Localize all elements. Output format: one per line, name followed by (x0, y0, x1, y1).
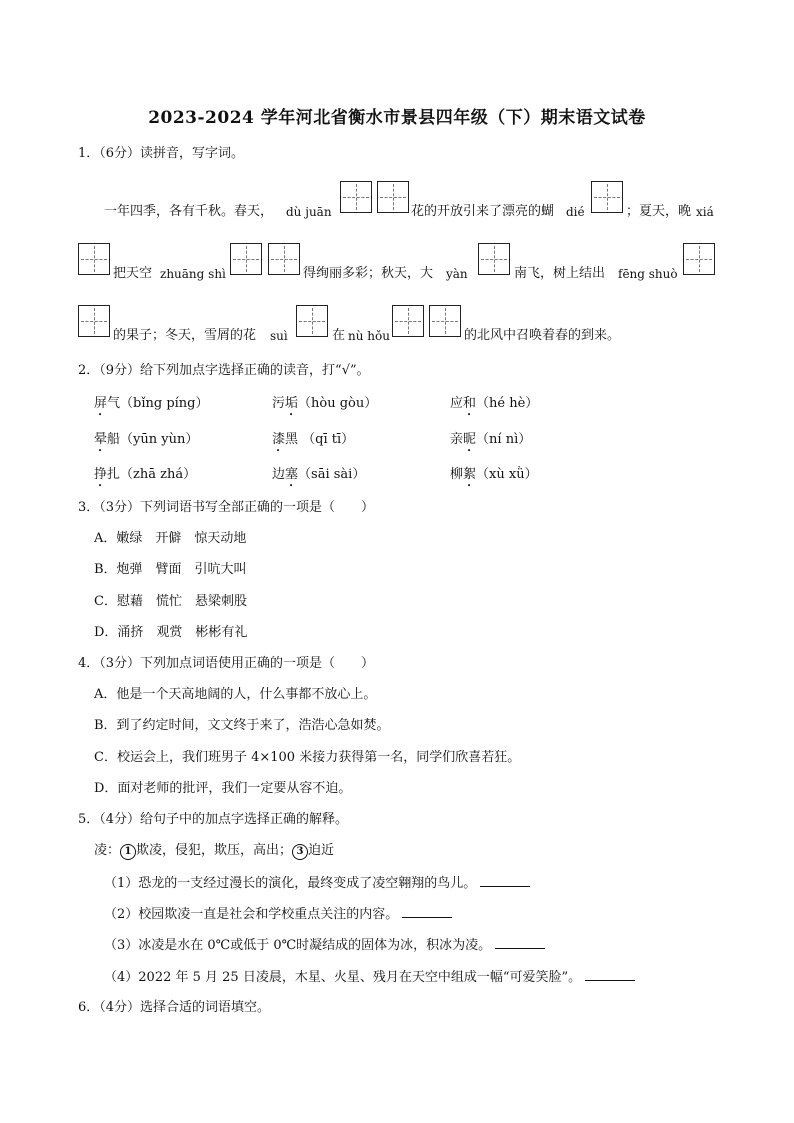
q5-item: （1）恐龙的一支经过漫长的演化，最终变成了凌空翱翔的鸟儿。 (104, 874, 530, 893)
q1-text: 的果子；冬天，雪屑的花 (113, 328, 257, 343)
answer-blank[interactable] (495, 936, 545, 949)
pinyin-sui: suì (270, 329, 288, 343)
q3-option-a: A．嫩绿 开僻 惊天动地 (94, 531, 247, 546)
q1-heading: 1．（6分）读拼音，写字词。 (78, 146, 245, 161)
q1-text: 得绚丽多彩；秋天，大 (303, 266, 434, 281)
q5-heading: 5．（4分）给句子中的加点字选择正确的解释。 (78, 812, 349, 827)
q1-text: 把天空 (113, 266, 153, 281)
writing-grid-box (478, 243, 510, 275)
q4-heading: 4．（3分）下列加点词语使用正确的一项是（ ） (78, 656, 375, 671)
writing-grid-box (392, 305, 424, 337)
q4-option-c: C．校运会上，我们班男子 4×100 米接力获得第一名，同学们欣喜若狂。 (94, 750, 521, 765)
q1-text: 花的开放引来了漂亮的蝴 (411, 204, 555, 219)
writing-grid-box (429, 305, 461, 337)
answer-blank[interactable] (585, 968, 635, 981)
q6-heading: 6．（4分）选择合适的词语填空。 (78, 1000, 271, 1015)
pinyin-nuhou: nù hǒu (348, 329, 390, 343)
q4-option-d: D．面对老师的批评，我们一定要从容不迫。 (94, 781, 352, 796)
q5-item: （3）冰凌是水在 0℃或低于 0℃时凝结成的固体为冰，积冰为凌。 (104, 936, 545, 955)
writing-grid-box (230, 243, 262, 275)
q1-text: 在 (332, 328, 346, 343)
pinyin-die: dié (566, 205, 585, 219)
pinyin-zhuangshi: zhuāng shì (160, 267, 226, 281)
q5-definitions: 凌： 1 欺凌，侵犯，欺压，高出； 3 迫近 (94, 843, 335, 858)
writing-grid-box (683, 243, 715, 275)
pron-item: 边塞（sāi sài） (272, 467, 366, 482)
pinyin-xia: xiá (696, 205, 714, 219)
writing-grid-box (78, 243, 110, 275)
writing-grid-box (296, 305, 328, 337)
q1-text: ；夏天，晚 (626, 204, 692, 219)
q4-option-b: B．到了约定时间，文文终于来了，浩浩心急如焚。 (94, 718, 390, 733)
pron-item: 柳絮（xù xǜ） (450, 467, 538, 482)
q5-item: （4）2022 年 5 月 25 日凌晨，木星、火星、残月在天空中组成一幅“可爱笑脸”。 (104, 968, 635, 987)
pinyin-yan: yàn (446, 267, 468, 281)
answer-blank[interactable] (480, 874, 530, 887)
q3-option-c: C．慰藉 慌忙 悬梁刺股 (94, 594, 247, 609)
pron-item: 漆黑 （qī tī） (272, 432, 355, 447)
q4-option-a: A．他是一个天高地阔的人，什么事都不放心上。 (94, 687, 377, 702)
pron-item: 亲昵（ní nì） (450, 432, 532, 447)
q1-text: 的北风中召唤着春的到来。 (464, 328, 621, 343)
writing-grid-box (268, 243, 300, 275)
pinyin-dujuan: dù juān (286, 205, 332, 219)
circled-number: 3 (292, 844, 308, 860)
q1-text: 南飞，树上结出 (514, 266, 606, 281)
q1-text: 一年四季，各有千秋。春天， (104, 204, 274, 219)
q2-heading: 2．（9分）给下列加点字选择正确的读音，打“√”。 (78, 363, 370, 378)
circled-number: 1 (120, 844, 136, 860)
page-title: 2023-2024 学年河北省衡水市景县四年级（下）期末语文试卷 (148, 108, 646, 128)
writing-grid-box (340, 181, 372, 213)
writing-grid-box (78, 305, 110, 337)
pron-item: 污垢（hòu gòu） (272, 396, 378, 411)
q5-item: （2）校园欺凌一直是社会和学校重点关注的内容。 (104, 905, 452, 924)
writing-grid-box (591, 181, 623, 213)
answer-blank[interactable] (402, 905, 452, 918)
pron-item: 屏气（bǐng píng） (94, 396, 209, 411)
q3-option-b: B．炮弹 臂面 引吭大叫 (94, 562, 247, 577)
q3-option-d: D．涌挤 观赏 彬彬有礼 (94, 625, 248, 640)
pron-item: 晕船（yūn yùn） (94, 432, 199, 447)
q3-heading: 3．（3分）下列词语书写全部正确的一项是（ ） (78, 500, 375, 515)
pron-item: 应和（hé hè） (450, 396, 539, 411)
pinyin-fengshuo: fēng shuò (618, 267, 678, 281)
writing-grid-box (377, 181, 409, 213)
pron-item: 挣扎（zhā zhá） (94, 467, 197, 482)
